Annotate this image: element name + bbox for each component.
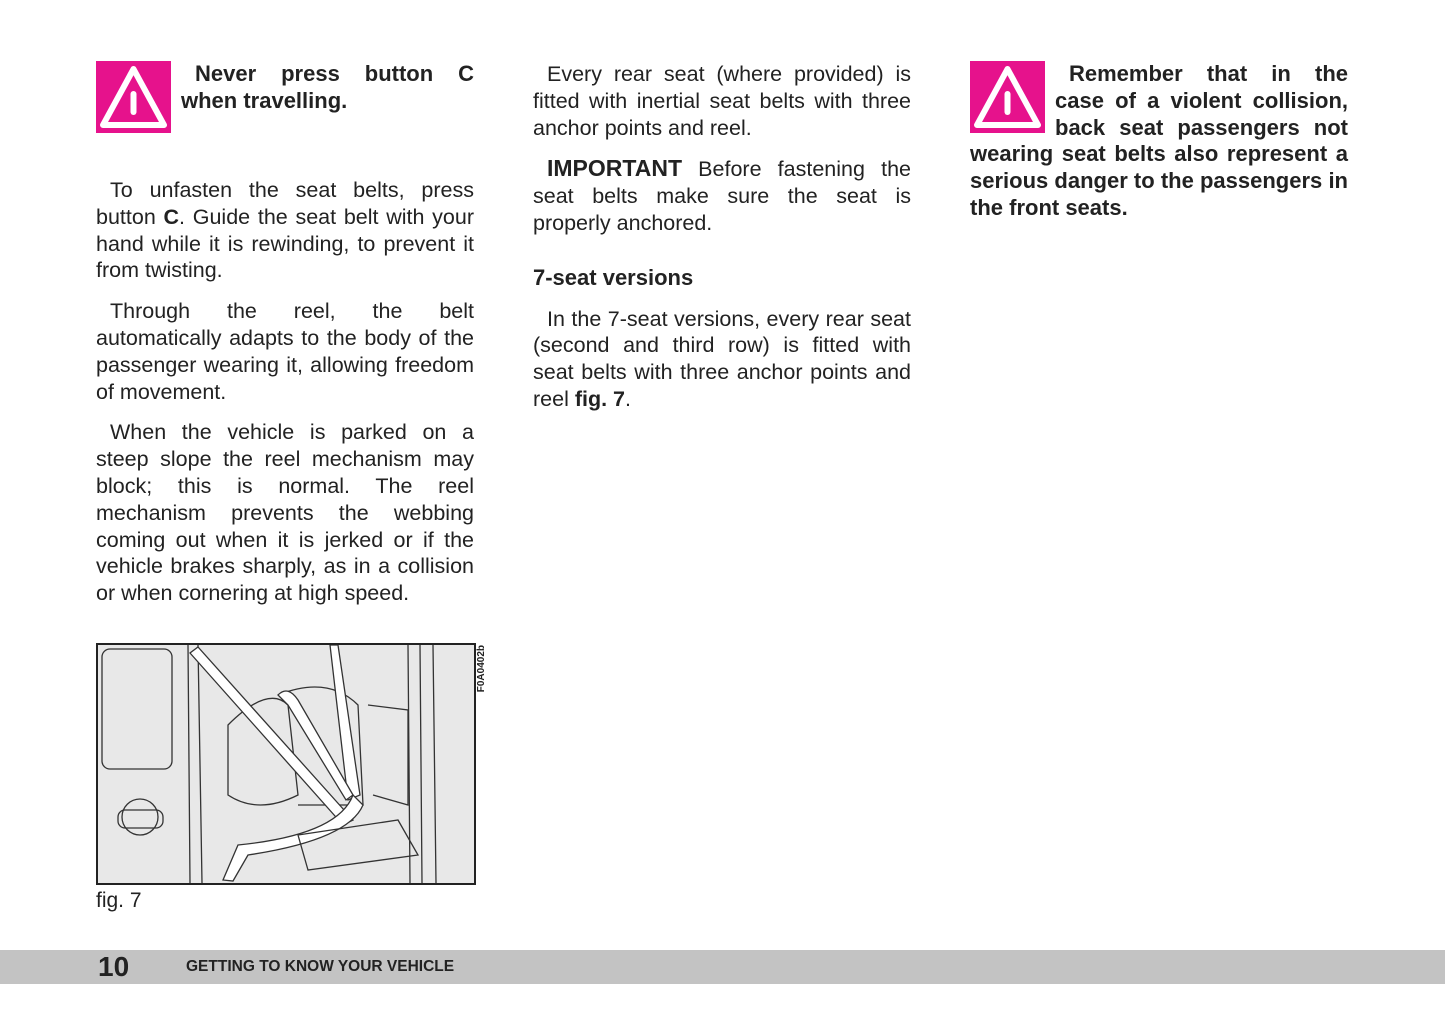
figure-code: F0A0402b [476,645,487,693]
warning-box [96,61,474,133]
paragraph-unfasten: To unfasten the seat belts, press button C. Guide the seat belt with your hand while it is rewinding, to prevent it from twisting. [96,178,475,283]
section-title: GETTING TO KNOW YOUR VEHICLE [186,958,455,975]
page-footer [0,950,1445,984]
column-3 [970,61,1348,222]
figure-caption: fig. 7 [96,889,142,912]
paragraph-important: IMPORTANT Before fastening the seat belts make sure the seat is properly anchored. [533,155,911,235]
page-number: 10 [98,951,130,982]
warning-text: Never press button C when travelling. [181,61,474,113]
paragraph-7-seat: In the 7-seat versions, every rear seat (second and third row) is fitted with seat belts with three anchor points and reel fig. 7. [533,306,911,411]
warning-triangle-icon [96,61,171,133]
section-heading: 7-seat versions [533,264,694,290]
figure-7-seat-belt-illustration [96,643,476,885]
warning-triangle-icon [970,61,1045,133]
paragraph-slope: When the vehicle is parked on a steep slope the reel mechanism may block; this is normal. The reel mechanism prevents the webbing coming out when it is jerked or if the vehicle brakes sharply, as in a collision or when cornering at high speed. [96,420,474,606]
paragraph-rear-seat: Every rear seat (where provided) is fitted with inertial seat belts with three anchor points and reel. [533,62,911,140]
warning-text: Remember that in the case of a violent collision, back seat passengers not wearing seat belts also represent a serious danger to the passengers in the front seats. [970,61,1348,220]
warning-box [970,61,1348,222]
paragraph-reel: Through the reel, the belt automatically adapts to the body of the passenger wearing it, allowing freedom of movement. [96,299,474,404]
column-1 [96,61,474,621]
column-2 [533,61,911,427]
